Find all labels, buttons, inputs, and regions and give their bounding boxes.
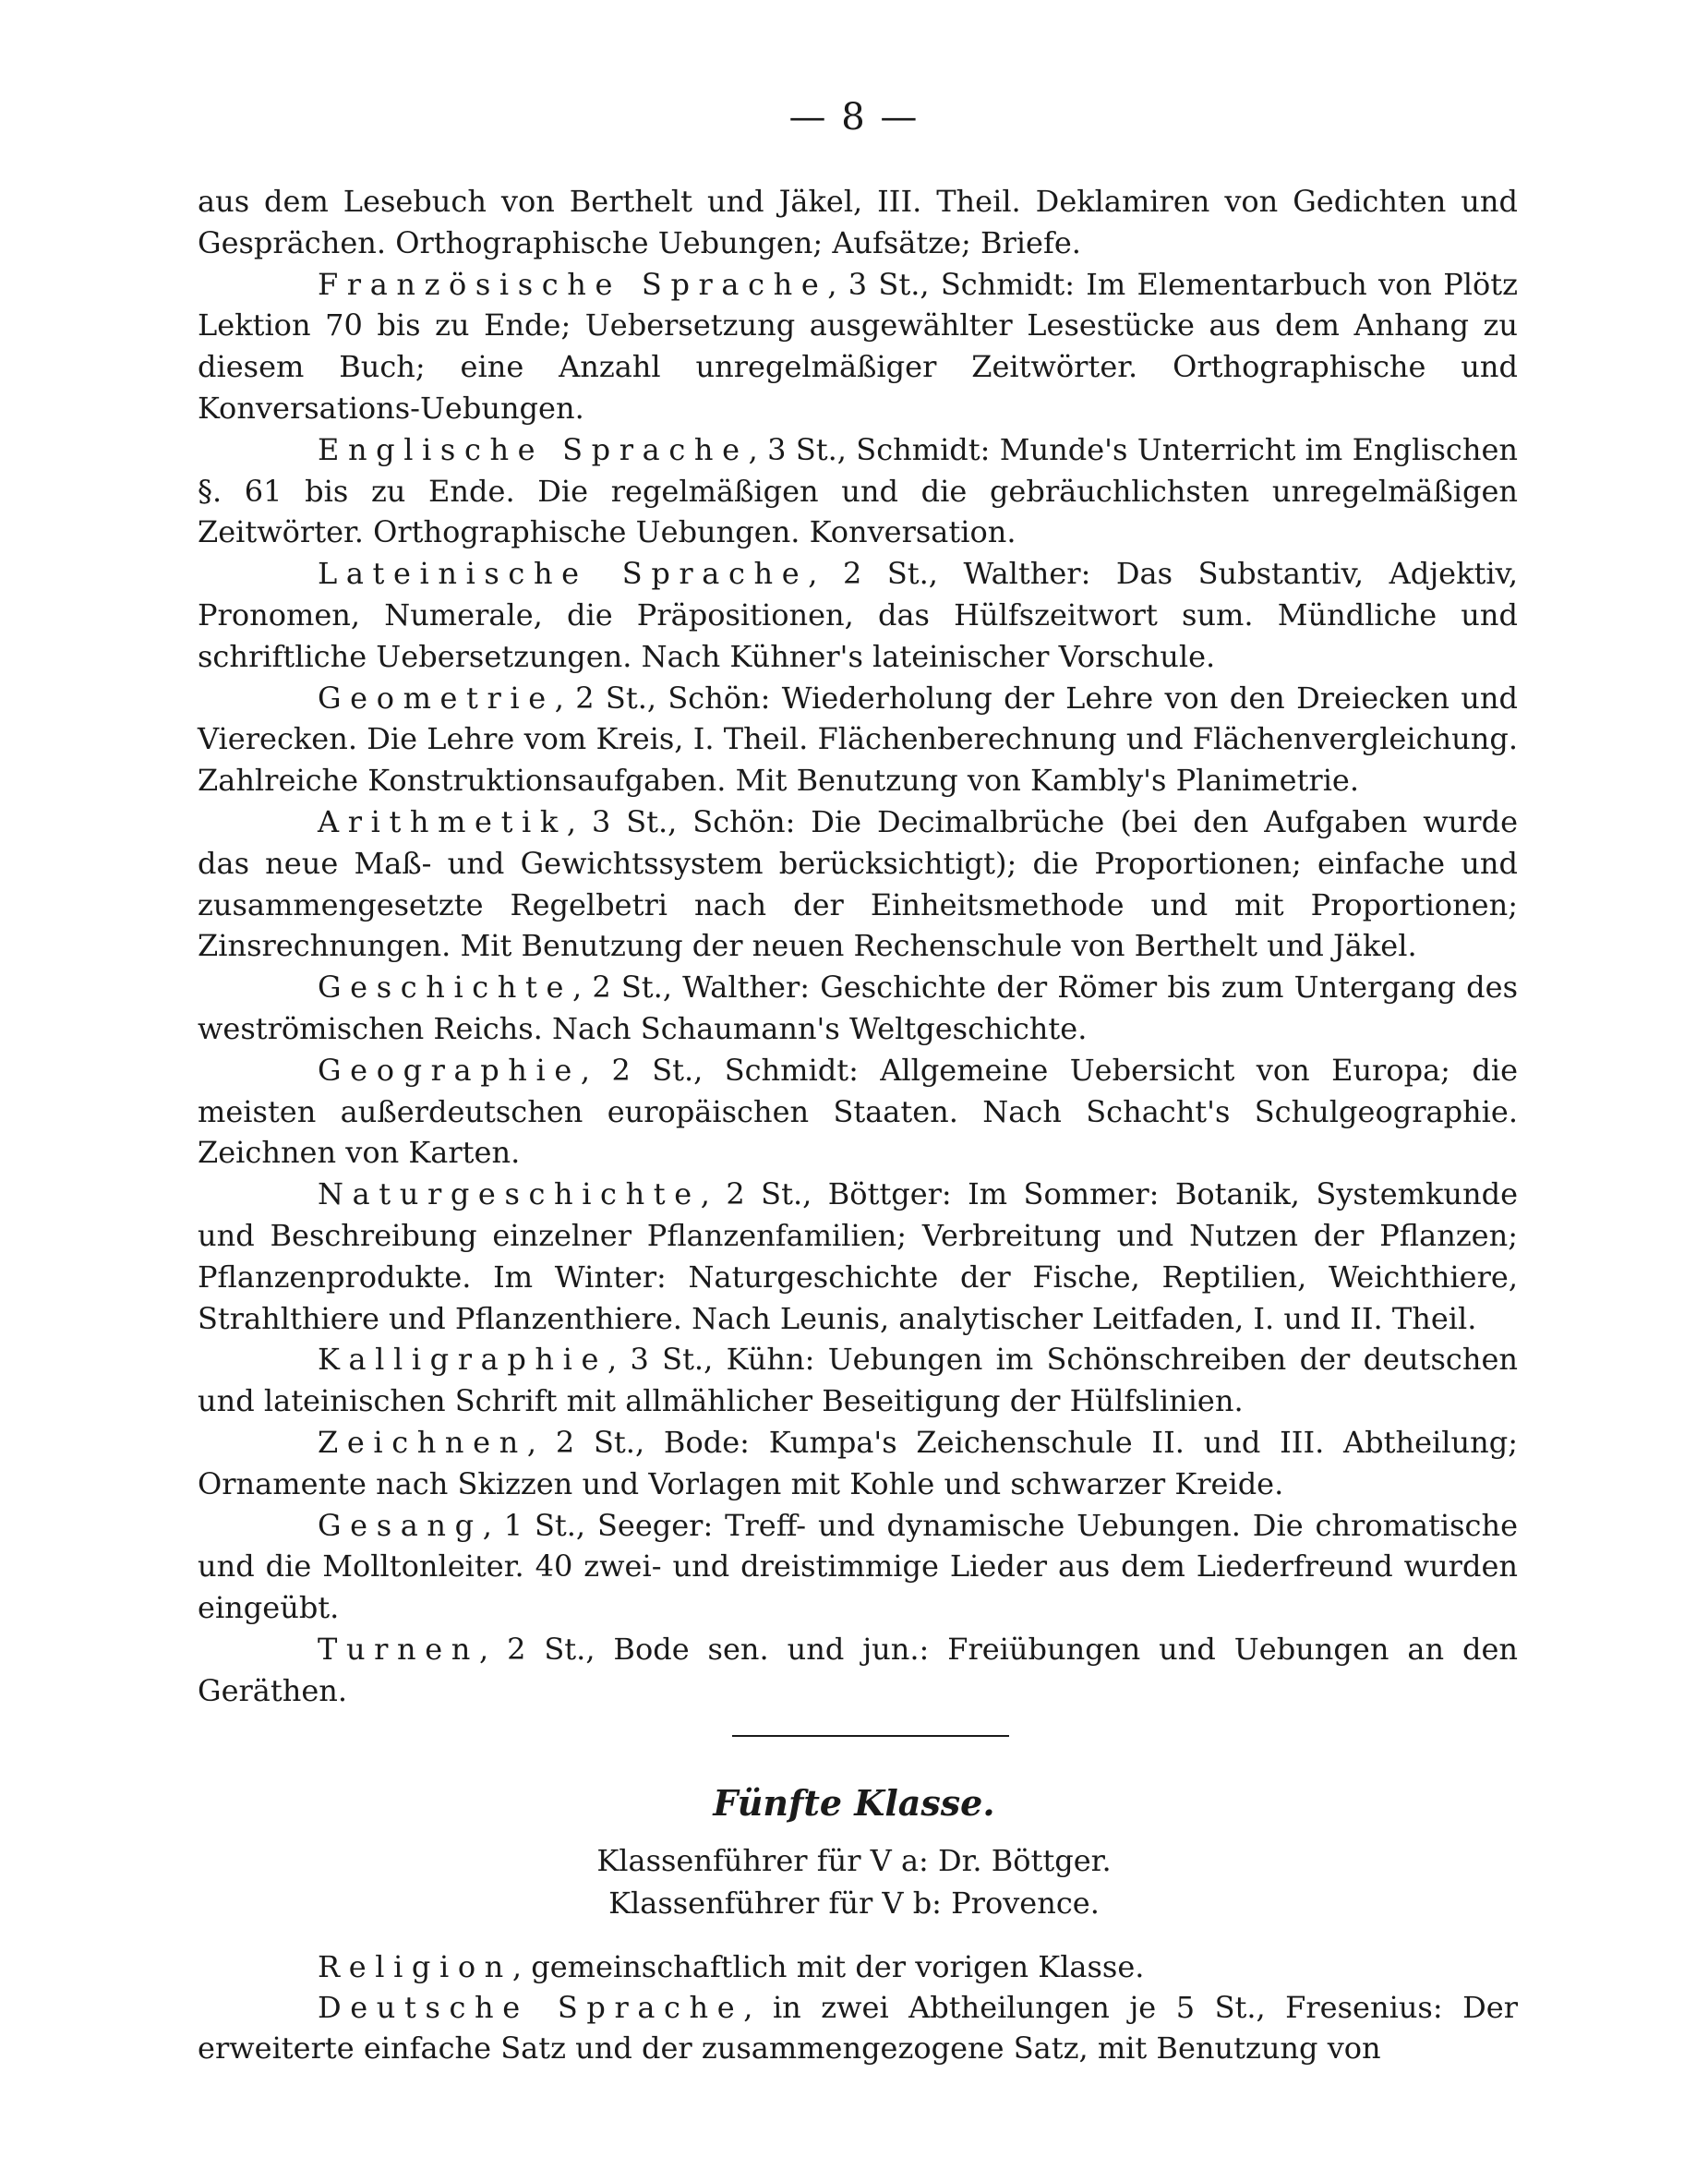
page-number: — 8 — [788, 96, 920, 139]
subject-heading: Kalligraphie [318, 1342, 608, 1378]
paragraph-geographie: Geographie, 2 St., Schmidt: Allgemeine Uebersicht von Europa; die meisten außerdeutschen europäischen Staaten. Nach Schacht's Schulgeographie. Zeichnen von Karten. [198, 1052, 1518, 1171]
paragraph-naturgeschichte: Naturgeschichte, 2 St., Böttger: Im Sommer: Botanik, Systemkunde und Beschreibung einzelner Pflanzenfamilien; Verbreitung und Nutzen der Pflanzen; Pflanzenprodukte. Im Winter: Naturgeschichte der Fische, Reptilien, Weichthiere, Strahlthiere und Pflanzenthiere. Nach Leunis, analytischer Leitfaden, I. und II. Theil. [198, 1176, 1518, 1336]
paragraph-geometrie: Geometrie, 2 St., Schön: Wiederholung der Lehre von den Dreiecken und Vierecken. Die Lehre vom Kreis, I. Theil. Flächenberechnung und Flächenvergleichung. Zahlreiche Konstruktionsaufgaben. Mit Benutzung von Kambly's Planimetrie. [198, 680, 1518, 799]
section-text [198, 1946, 1518, 2068]
subject-heading: Turnen [318, 1631, 480, 1667]
main-text [198, 181, 1518, 1711]
subject-heading: Geometrie [318, 680, 555, 716]
class-teacher-va: Klassenführer für V a: Dr. Böttger. [596, 1843, 1112, 1878]
paragraph-deutsch: Deutsche Sprache, in zwei Abtheilungen je 5 St., Fresenius: Der erweiterte einfache Satz und der zusammengezogene Satz, mit Benutzung von [198, 1990, 1519, 2066]
subject-heading: Arithmetik [318, 803, 567, 839]
section-divider [732, 1735, 1009, 1737]
class-teacher-vb: Klassenführer für V b: Provence. [608, 1886, 1100, 1921]
paragraph-arithmetik: Arithmetik, 3 St., Schön: Die Decimalbrüche (bei den Aufgaben wurde das neue Maß- und Gewichtssystem berücksichtigt); die Proportionen; einfache und zusammengesetzte Regelbetri nach der Einheitsmethode und mit Proportionen; Zinsrechnungen. Mit Benutzung der neuen Rechenschule von Berthelt und Jäkel. [198, 803, 1518, 964]
subject-heading: Religion [318, 1949, 512, 1984]
paragraph-turnen: Turnen, 2 St., Bode sen. und jun.: Freiübungen und Uebungen an den Geräthen. [198, 1631, 1518, 1708]
subject-heading: Lateinische Sprache [318, 556, 809, 592]
paragraph-franzoesisch: Französische Sprache, 3 St., Schmidt: Im Elementarbuch von Plötz Lektion 70 bis zu Ende; Uebersetzung ausgewählter Lesestücke aus dem Anhang zu diesem Buch; eine Anzahl unregelmäßiger Zeitwörter. Orthographische und Konversations-Uebungen. [198, 266, 1519, 426]
paragraph-zeichnen: Zeichnen, 2 St., Bode: Kumpa's Zeichenschule II. und III. Abtheilung; Ornamente nach Skizzen und Vorlagen mit Kohle und schwarzer Kreide. [198, 1424, 1518, 1501]
subject-heading: Geographie [318, 1052, 581, 1088]
paragraph-gesang: Gesang, 1 St., Seeger: Treff- und dynamische Uebungen. Die chromatische und die Molltonleiter. 40 zwei- und dreistimmige Lieder aus dem Liederfreund wurden eingeübt. [198, 1507, 1518, 1626]
paragraph-geschichte: Geschichte, 2 St., Walther: Geschichte der Römer bis zum Untergang des weströmischen Reichs. Nach Schaumann's Weltgeschichte. [198, 970, 1518, 1046]
paragraph-englisch: Englische Sprache, 3 St., Schmidt: Munde's Unterricht im Englischen §. 61 bis zu Ende. Die regelmäßigen und die gebräuchlichsten unregelmäßigen Zeitwörter. Orthographische Uebungen. Konversation. [198, 431, 1519, 550]
paragraph-latein: Lateinische Sprache, 2 St., Walther: Das Substantiv, Adjektiv, Pronomen, Numerale, die Präpositionen, das Hülfszeitwort sum. Mündliche und schriftliche Uebersetzungen. Nach Kühner's lateinischer Vorschule. [198, 556, 1518, 674]
subject-heading: Französische Sprache [318, 266, 828, 302]
paragraph-religion: Religion, gemeinschaftlich mit der vorigen Klasse. [318, 1949, 1145, 1984]
paragraph-continuation: aus dem Lesebuch von Berthelt und Jäkel, III. Theil. Deklamiren von Gedichten und Gesprächen. Orthographische Uebungen; Aufsätze; Briefe. [198, 184, 1518, 260]
subject-heading: Gesang [318, 1507, 483, 1543]
paragraph-kalligraphie: Kalligraphie, 3 St., Kühn: Uebungen im Schönschreiben der deutschen und lateinischen Schrift mit allmählicher Beseitigung der Hülfslinien. [198, 1342, 1518, 1419]
subject-heading: Naturgeschichte [318, 1176, 701, 1212]
section-title: Fünfte Klasse. [713, 1782, 995, 1824]
subject-heading: Englische Sprache [318, 431, 749, 467]
subject-heading: Geschichte [318, 970, 573, 1006]
subject-heading: Deutsche Sprache [318, 1990, 744, 2025]
subject-heading: Zeichnen [318, 1424, 527, 1460]
